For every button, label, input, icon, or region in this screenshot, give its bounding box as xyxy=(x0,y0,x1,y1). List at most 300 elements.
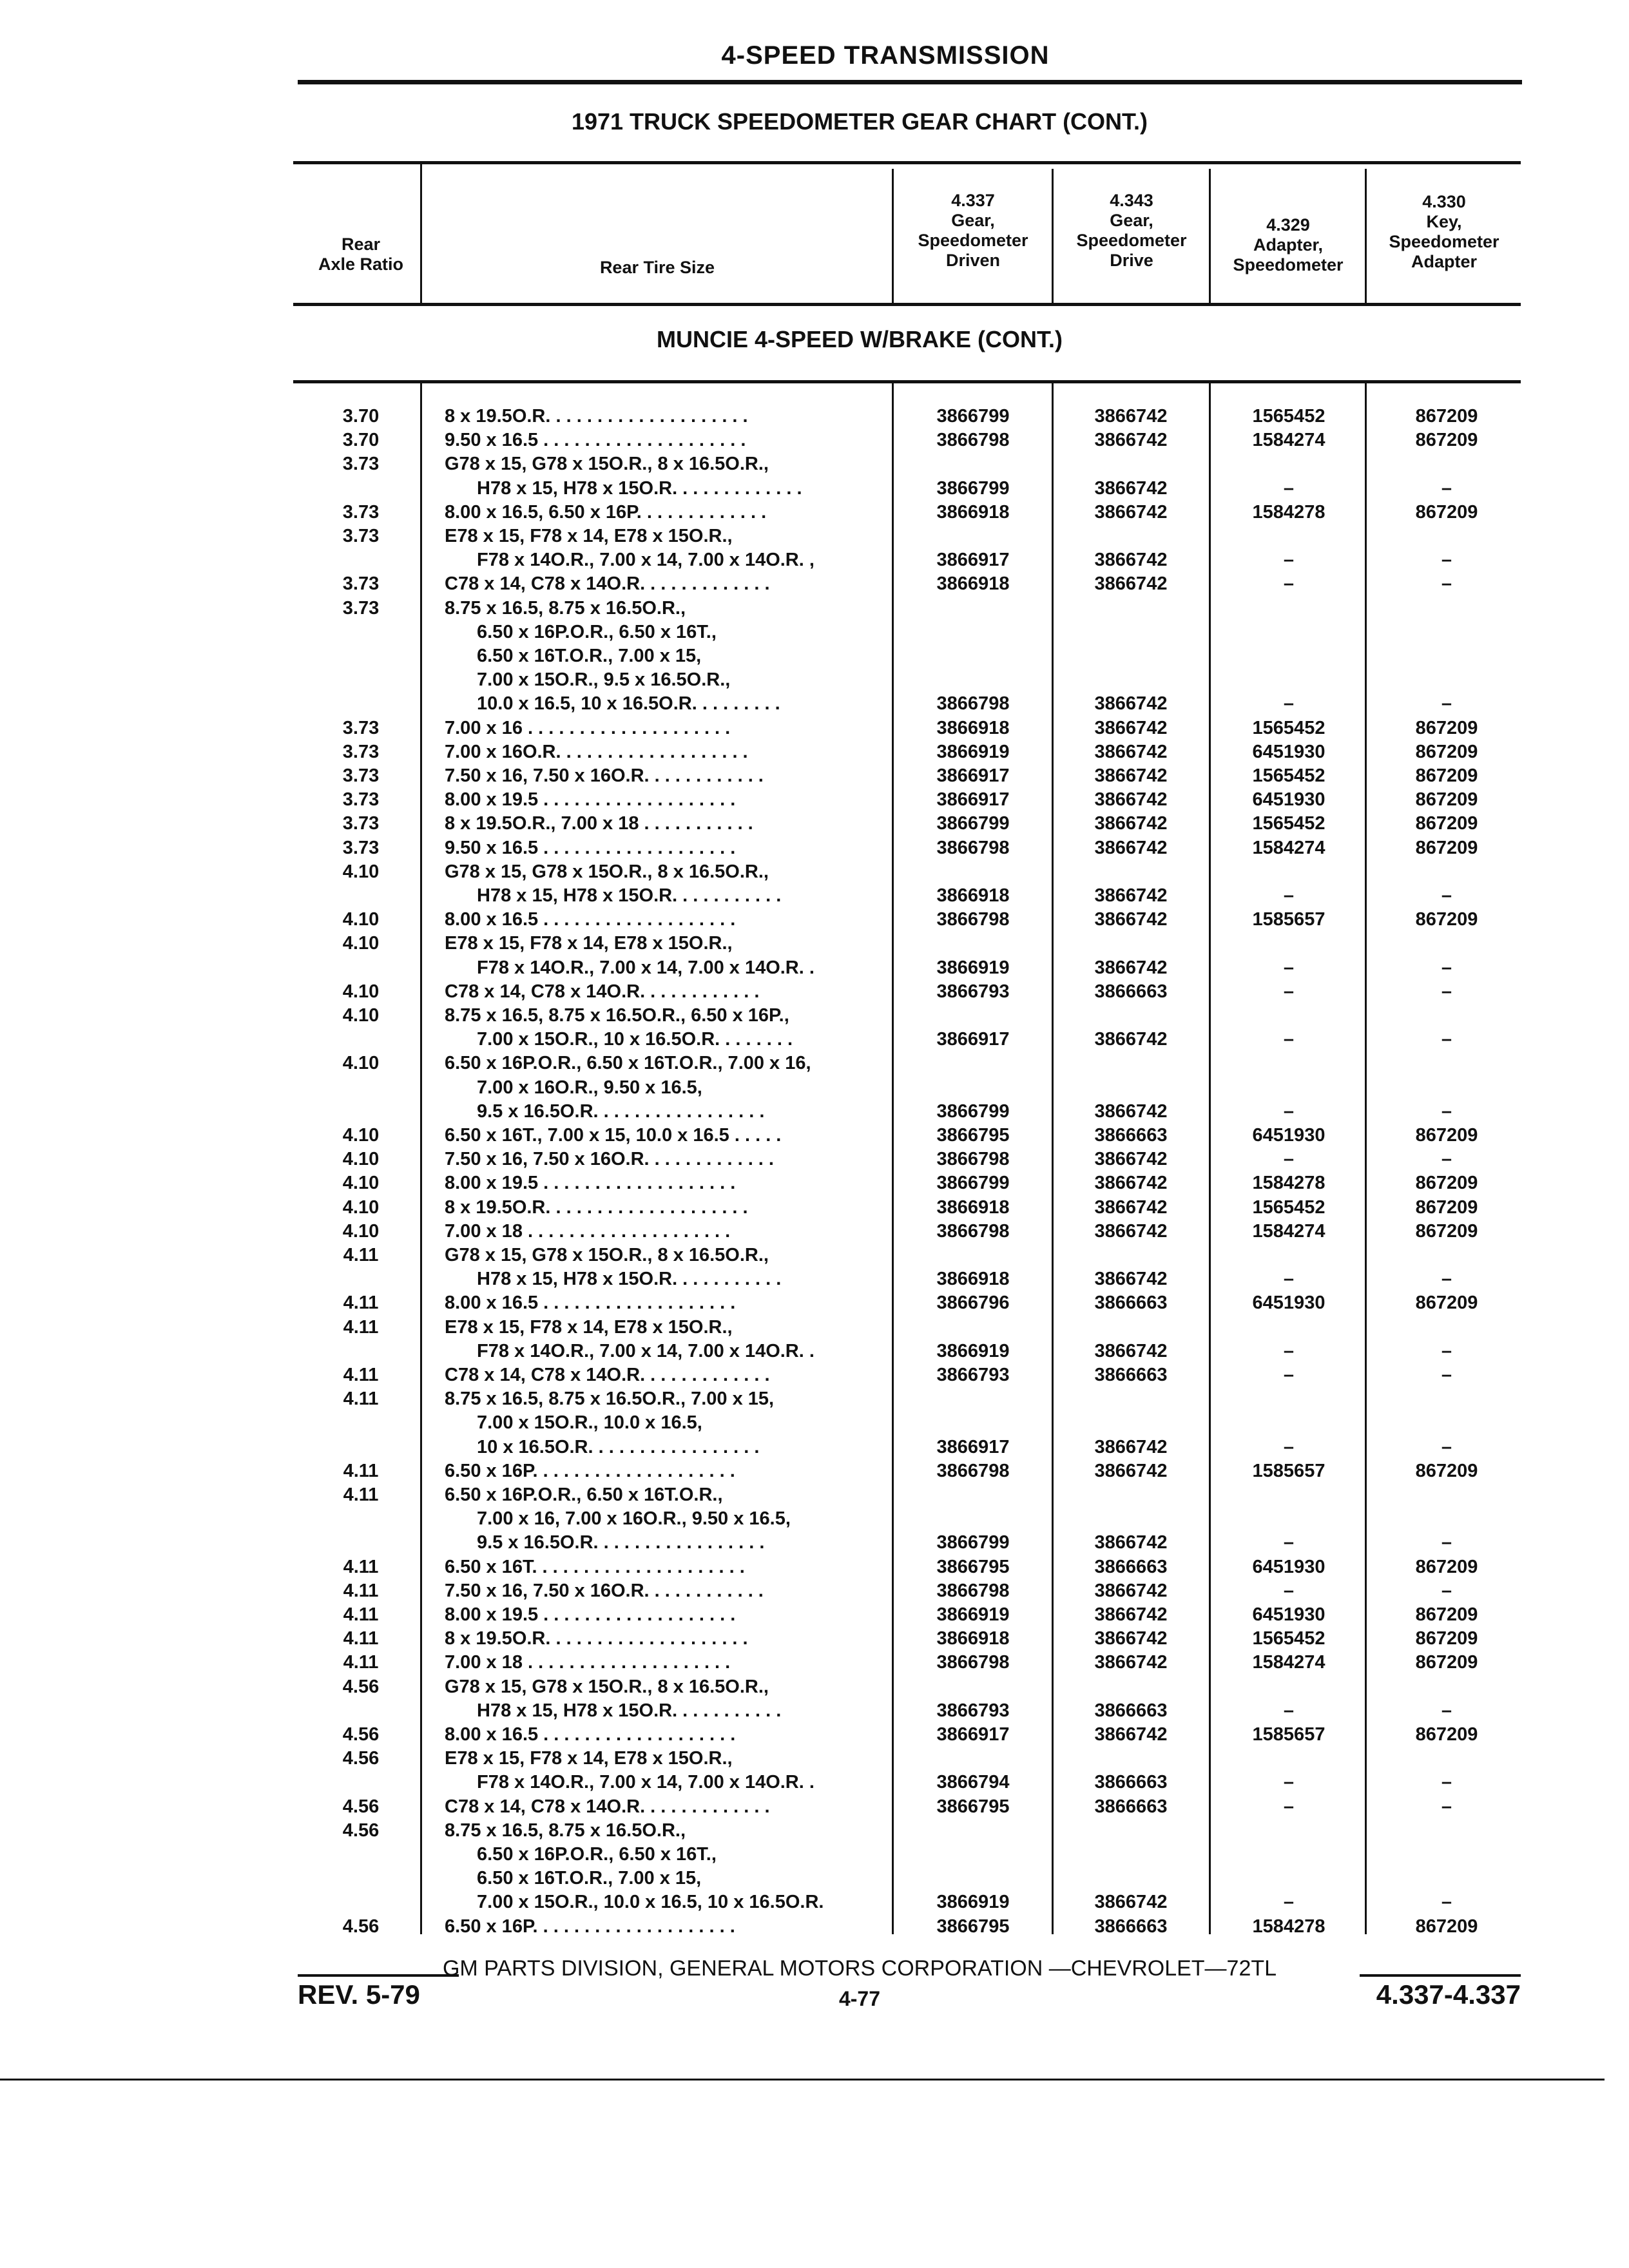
table-row xyxy=(0,1076,1629,1100)
rear-axle-ratio-cell: 4.11 xyxy=(343,1485,379,1505)
drive-gear-cell: 3866742 xyxy=(1094,1580,1168,1601)
rear-axle-ratio-cell: 3.73 xyxy=(342,717,380,738)
adapter-cell: – xyxy=(1283,1580,1295,1601)
table-row xyxy=(0,1483,1629,1507)
tire-size-cell: 8.00 x 16.5 . . . . . . . . . . . . . . . . . . . xyxy=(445,909,736,930)
adapter-cell: 1584278 xyxy=(1252,1916,1325,1937)
adapter-cell: 1584274 xyxy=(1252,1220,1325,1242)
table-row xyxy=(0,1196,1629,1220)
driven-gear-cell: 3866795 xyxy=(936,1916,1010,1937)
tire-size-cell: 7.00 x 15O.R., 9.5 x 16.5O.R., xyxy=(477,669,731,691)
key-adapter-cell: 867209 xyxy=(1415,501,1478,523)
key-adapter-cell: – xyxy=(1441,1436,1452,1457)
drive-gear-cell: 3866663 xyxy=(1094,1700,1168,1721)
drive-gear-cell: 3866663 xyxy=(1094,981,1168,1002)
table-row xyxy=(0,716,1629,740)
driven-gear-cell: 3866798 xyxy=(936,1460,1010,1481)
rear-axle-ratio-cell: 4.56 xyxy=(342,1820,380,1841)
key-adapter-cell: 867209 xyxy=(1415,430,1478,451)
key-adapter-cell: – xyxy=(1441,885,1452,906)
adapter-cell: 1565452 xyxy=(1252,406,1325,427)
rear-axle-ratio-cell: 4.11 xyxy=(343,1365,379,1385)
tire-size-cell: H78 x 15, H78 x 15O.R. . . . . . . . . . . xyxy=(477,1700,782,1721)
tire-size-cell: 6.50 x 16P.O.R., 6.50 x 16T.O.R., xyxy=(445,1485,723,1505)
tire-size-cell: 8.00 x 19.5 . . . . . . . . . . . . . . . . . . . xyxy=(445,789,736,811)
adapter-cell: – xyxy=(1283,573,1295,595)
driven-gear-cell: 3866919 xyxy=(936,741,1010,762)
tire-size-cell: 6.50 x 16T. . . . . . . . . . . . . . . . . . . . . xyxy=(445,1556,745,1577)
section-title: MUNCIE 4-SPEED W/BRAKE (CONT.) xyxy=(656,326,1063,352)
rear-axle-ratio-cell: 3.73 xyxy=(342,597,380,619)
rear-axle-ratio-cell: 4.10 xyxy=(342,909,380,930)
bottom-page-rule xyxy=(0,2079,1605,2081)
page-title: 4-SPEED TRANSMISSION xyxy=(721,41,1050,70)
tire-size-cell: 7.00 x 15O.R., 10.0 x 16.5, 10 x 16.5O.R. xyxy=(477,1892,824,1913)
rear-axle-ratio-cell: 4.11 xyxy=(343,1628,379,1649)
table-row xyxy=(0,908,1629,932)
table-row xyxy=(0,1028,1629,1052)
header-divider xyxy=(420,162,422,305)
driven-gear-cell: 3866795 xyxy=(936,1796,1010,1817)
tire-size-cell: 8.00 x 16.5 . . . . . . . . . . . . . . . . . . . xyxy=(445,1724,736,1745)
table-row xyxy=(0,1915,1629,1939)
rear-axle-ratio-cell: 4.56 xyxy=(342,1916,380,1937)
drive-gear-cell: 3866742 xyxy=(1094,1220,1168,1242)
header-gear-drive: 4.343 Gear, Speedometer Drive xyxy=(1076,191,1187,270)
table-row xyxy=(0,572,1629,596)
adapter-cell: 1585657 xyxy=(1252,1724,1325,1745)
tire-size-cell: 8.00 x 19.5 . . . . . . . . . . . . . . . . . . . xyxy=(445,1173,736,1194)
driven-gear-cell: 3866917 xyxy=(936,550,1010,571)
table-row xyxy=(0,644,1629,668)
drive-gear-cell: 3866742 xyxy=(1094,909,1168,930)
table-row xyxy=(0,812,1629,836)
tire-size-cell: 6.50 x 16P.O.R., 6.50 x 16T., xyxy=(477,621,717,642)
table-row xyxy=(0,1890,1629,1914)
table-row xyxy=(0,597,1629,620)
adapter-cell: 1584274 xyxy=(1252,430,1325,451)
tire-size-cell: F78 x 14O.R., 7.00 x 14, 7.00 x 14O.R. . xyxy=(477,1340,815,1361)
table-row xyxy=(0,980,1629,1004)
key-adapter-cell: 867209 xyxy=(1415,1220,1478,1242)
drive-gear-cell: 3866742 xyxy=(1094,1436,1168,1457)
adapter-cell: – xyxy=(1283,1772,1295,1793)
section-code: 4.337-4.337 xyxy=(1376,1979,1521,2010)
key-adapter-cell: – xyxy=(1441,573,1452,595)
drive-gear-cell: 3866663 xyxy=(1094,1556,1168,1577)
table-row xyxy=(0,1411,1629,1435)
driven-gear-cell: 3866917 xyxy=(936,1724,1010,1745)
adapter-cell: – xyxy=(1283,1269,1295,1290)
rear-axle-ratio-cell: 3.70 xyxy=(342,406,380,427)
tire-size-cell: C78 x 14, C78 x 14O.R. . . . . . . . . . . . . xyxy=(445,1365,770,1385)
adapter-cell: 1584278 xyxy=(1252,501,1325,523)
header-divider xyxy=(1209,169,1211,305)
driven-gear-cell: 3866799 xyxy=(936,1173,1010,1194)
table-row xyxy=(0,1747,1629,1771)
tire-size-cell: 10.0 x 16.5, 10 x 16.5O.R. . . . . . . . . xyxy=(477,693,780,715)
adapter-cell: 6451930 xyxy=(1252,1293,1325,1314)
rear-axle-ratio-cell: 4.11 xyxy=(343,1389,379,1410)
tire-size-cell: 6.50 x 16P.O.R., 6.50 x 16T., xyxy=(477,1844,717,1865)
adapter-cell: 1565452 xyxy=(1252,813,1325,834)
driven-gear-cell: 3866798 xyxy=(936,430,1010,451)
drive-gear-cell: 3866742 xyxy=(1094,1652,1168,1673)
key-adapter-cell: – xyxy=(1441,1532,1452,1553)
drive-gear-cell: 3866742 xyxy=(1094,501,1168,523)
adapter-cell: 6451930 xyxy=(1252,789,1325,811)
rear-axle-ratio-cell: 4.10 xyxy=(342,1173,380,1194)
rear-axle-ratio-cell: 3.70 xyxy=(342,430,380,451)
key-adapter-cell: – xyxy=(1441,1772,1452,1793)
drive-gear-cell: 3866663 xyxy=(1094,1293,1168,1314)
tire-size-cell: 8.75 x 16.5, 8.75 x 16.5O.R., xyxy=(445,597,686,619)
tire-size-cell: 7.00 x 15O.R., 10.0 x 16.5, xyxy=(477,1412,702,1434)
key-adapter-cell: – xyxy=(1441,550,1452,571)
drive-gear-cell: 3866742 xyxy=(1094,885,1168,906)
title-rule xyxy=(298,80,1522,84)
table-row xyxy=(0,1340,1629,1363)
drive-gear-cell: 3866742 xyxy=(1094,550,1168,571)
tire-size-cell: F78 x 14O.R., 7.00 x 14, 7.00 x 14O.R. , xyxy=(477,550,815,571)
rear-axle-ratio-cell: 3.73 xyxy=(342,573,380,595)
driven-gear-cell: 3866917 xyxy=(936,1436,1010,1457)
table-row xyxy=(0,1148,1629,1171)
key-adapter-cell: 867209 xyxy=(1415,1556,1478,1577)
key-adapter-cell: 867209 xyxy=(1415,1125,1478,1146)
key-adapter-cell: 867209 xyxy=(1415,1652,1478,1673)
key-adapter-cell: – xyxy=(1441,1340,1452,1361)
rear-axle-ratio-cell: 4.11 xyxy=(343,1580,379,1601)
table-row xyxy=(0,1291,1629,1315)
table-row xyxy=(0,932,1629,956)
table-row xyxy=(0,1819,1629,1843)
key-adapter-cell: – xyxy=(1441,1149,1452,1170)
tire-size-cell: G78 x 15, G78 x 15O.R., 8 x 16.5O.R., xyxy=(445,861,769,882)
tire-size-cell: 7.00 x 16 . . . . . . . . . . . . . . . . . . . . xyxy=(445,717,731,738)
table-row xyxy=(0,1459,1629,1483)
table-row xyxy=(0,548,1629,572)
header-divider xyxy=(1365,169,1367,305)
key-adapter-cell: 867209 xyxy=(1415,1293,1478,1314)
tire-size-cell: H78 x 15, H78 x 15O.R. . . . . . . . . . . xyxy=(477,885,782,906)
driven-gear-cell: 3866917 xyxy=(936,1029,1010,1050)
driven-gear-cell: 3866918 xyxy=(936,717,1010,738)
adapter-cell: 1585657 xyxy=(1252,1460,1325,1481)
table-row xyxy=(0,764,1629,788)
drive-gear-cell: 3866663 xyxy=(1094,1916,1168,1937)
key-adapter-cell: 867209 xyxy=(1415,909,1478,930)
adapter-cell: 1585657 xyxy=(1252,909,1325,930)
table-row xyxy=(0,501,1629,524)
table-row xyxy=(0,740,1629,764)
table-row xyxy=(0,1531,1629,1555)
rear-axle-ratio-cell: 4.11 xyxy=(343,1652,379,1673)
driven-gear-cell: 3866919 xyxy=(936,1892,1010,1913)
drive-gear-cell: 3866742 xyxy=(1094,957,1168,978)
driven-gear-cell: 3866794 xyxy=(936,1772,1010,1793)
rear-axle-ratio-cell: 4.56 xyxy=(342,1748,380,1769)
key-adapter-cell: 867209 xyxy=(1415,1604,1478,1625)
tire-size-cell: 8.00 x 19.5 . . . . . . . . . . . . . . . . . . . xyxy=(445,1604,736,1625)
tire-size-cell: H78 x 15, H78 x 15O.R. . . . . . . . . . . xyxy=(477,1269,782,1290)
adapter-cell: 1565452 xyxy=(1252,765,1325,786)
table-row xyxy=(0,405,1629,428)
drive-gear-cell: 3866742 xyxy=(1094,717,1168,738)
tire-size-cell: 6.50 x 16P. . . . . . . . . . . . . . . . . . . . xyxy=(445,1460,735,1481)
drive-gear-cell: 3866742 xyxy=(1094,1269,1168,1290)
driven-gear-cell: 3866799 xyxy=(936,813,1010,834)
driven-gear-cell: 3866918 xyxy=(936,1269,1010,1290)
table-row xyxy=(0,788,1629,812)
driven-gear-cell: 3866918 xyxy=(936,1628,1010,1649)
adapter-cell: – xyxy=(1283,981,1295,1002)
tire-size-cell: 7.00 x 18 . . . . . . . . . . . . . . . . . . . . xyxy=(445,1220,731,1242)
adapter-cell: – xyxy=(1283,1149,1295,1170)
rear-axle-ratio-cell: 3.73 xyxy=(342,789,380,811)
drive-gear-cell: 3866742 xyxy=(1094,1196,1168,1218)
adapter-cell: – xyxy=(1283,1340,1295,1361)
tire-size-cell: F78 x 14O.R., 7.00 x 14, 7.00 x 14O.R. . xyxy=(477,1772,815,1793)
drive-gear-cell: 3866742 xyxy=(1094,837,1168,858)
adapter-cell: 6451930 xyxy=(1252,1556,1325,1577)
rear-axle-ratio-cell: 4.56 xyxy=(342,1796,380,1817)
tire-size-cell: 8 x 19.5O.R. . . . . . . . . . . . . . . . . . . . xyxy=(445,406,748,427)
tire-size-cell: F78 x 14O.R., 7.00 x 14, 7.00 x 14O.R. . xyxy=(477,957,815,978)
tire-size-cell: 6.50 x 16P.O.R., 6.50 x 16T.O.R., 7.00 x 16, xyxy=(445,1053,811,1074)
key-adapter-cell: – xyxy=(1441,1100,1452,1122)
table-row xyxy=(0,1651,1629,1675)
drive-gear-cell: 3866742 xyxy=(1094,1460,1168,1481)
drive-gear-cell: 3866742 xyxy=(1094,1724,1168,1745)
adapter-cell: 1565452 xyxy=(1252,1628,1325,1649)
table-row xyxy=(0,1387,1629,1411)
chart-title: 1971 TRUCK SPEEDOMETER GEAR CHART (CONT.) xyxy=(571,108,1148,135)
adapter-cell: 1584278 xyxy=(1252,1173,1325,1194)
drive-gear-cell: 3866742 xyxy=(1094,1892,1168,1913)
key-adapter-cell: 867209 xyxy=(1415,813,1478,834)
key-adapter-cell: – xyxy=(1441,981,1452,1002)
drive-gear-cell: 3866663 xyxy=(1094,1125,1168,1146)
tire-size-cell: 8.00 x 16.5, 6.50 x 16P. . . . . . . . . . . . . xyxy=(445,501,767,523)
header-rear-tire-size: Rear Tire Size xyxy=(599,258,715,277)
adapter-cell: – xyxy=(1283,1029,1295,1050)
driven-gear-cell: 3866795 xyxy=(936,1556,1010,1577)
tire-size-cell: 7.00 x 16O.R., 9.50 x 16.5, xyxy=(477,1077,702,1098)
tire-size-cell: C78 x 14, C78 x 14O.R. . . . . . . . . . . . . xyxy=(445,1796,770,1817)
table-row xyxy=(0,1843,1629,1867)
tire-size-cell: 7.00 x 18 . . . . . . . . . . . . . . . . . . . . xyxy=(445,1652,731,1673)
drive-gear-cell: 3866663 xyxy=(1094,1796,1168,1817)
rear-axle-ratio-cell: 4.10 xyxy=(342,1005,380,1026)
drive-gear-cell: 3866742 xyxy=(1094,765,1168,786)
driven-gear-cell: 3866917 xyxy=(936,789,1010,811)
table-row xyxy=(0,1004,1629,1028)
driven-gear-cell: 3866793 xyxy=(936,1700,1010,1721)
key-adapter-cell: – xyxy=(1441,1365,1452,1385)
rear-axle-ratio-cell: 3.73 xyxy=(342,526,380,546)
tire-size-cell: 7.50 x 16, 7.50 x 16O.R. . . . . . . . . . . . . xyxy=(445,1149,774,1170)
tire-size-cell: 8.75 x 16.5, 8.75 x 16.5O.R., 6.50 x 16P., xyxy=(445,1005,789,1026)
tire-size-cell: 7.00 x 16O.R. . . . . . . . . . . . . . . . . . . xyxy=(445,741,748,762)
drive-gear-cell: 3866742 xyxy=(1094,813,1168,834)
tire-size-cell: E78 x 15, F78 x 14, E78 x 15O.R., xyxy=(445,1748,733,1769)
table-row xyxy=(0,1579,1629,1603)
rear-axle-ratio-cell: 4.56 xyxy=(342,1724,380,1745)
adapter-cell: 1584274 xyxy=(1252,1652,1325,1673)
key-adapter-cell: – xyxy=(1441,477,1452,499)
adapter-cell: – xyxy=(1283,1700,1295,1721)
page-number: 4-77 xyxy=(838,1987,881,2010)
drive-gear-cell: 3866742 xyxy=(1094,1100,1168,1122)
table-row xyxy=(0,1124,1629,1148)
driven-gear-cell: 3866918 xyxy=(936,1196,1010,1218)
header-gear-driven: 4.337 Gear, Speedometer Driven xyxy=(918,191,1028,270)
adapter-cell: 1565452 xyxy=(1252,1196,1325,1218)
table-row xyxy=(0,1171,1629,1195)
rear-axle-ratio-cell: 4.10 xyxy=(342,1196,380,1218)
footer-publisher: GM PARTS DIVISION, GENERAL MOTORS CORPORATION —CHEVROLET—72TL xyxy=(442,1956,1277,1981)
rear-axle-ratio-cell: 4.10 xyxy=(342,1220,380,1242)
header-key-adapter: 4.330 Key, Speedometer Adapter xyxy=(1389,192,1499,271)
driven-gear-cell: 3866918 xyxy=(936,573,1010,595)
drive-gear-cell: 3866663 xyxy=(1094,1772,1168,1793)
table-row xyxy=(0,1244,1629,1267)
key-adapter-cell: – xyxy=(1441,1892,1452,1913)
key-adapter-cell: – xyxy=(1441,1029,1452,1050)
key-adapter-cell: – xyxy=(1441,693,1452,715)
driven-gear-cell: 3866798 xyxy=(936,1149,1010,1170)
adapter-cell: – xyxy=(1283,885,1295,906)
drive-gear-cell: 3866742 xyxy=(1094,1532,1168,1553)
drive-gear-cell: 3866663 xyxy=(1094,1365,1168,1385)
adapter-cell: 6451930 xyxy=(1252,1604,1325,1625)
tire-size-cell: E78 x 15, F78 x 14, E78 x 15O.R., xyxy=(445,526,733,546)
table-row xyxy=(0,1603,1629,1627)
table-row xyxy=(0,1699,1629,1723)
header-top-rule xyxy=(293,161,1521,164)
revision-label: REV. 5-79 xyxy=(298,1979,420,2010)
table-row xyxy=(0,1220,1629,1244)
driven-gear-cell: 3866919 xyxy=(936,1340,1010,1361)
key-adapter-cell: – xyxy=(1441,1700,1452,1721)
tire-size-cell: 9.50 x 16.5 . . . . . . . . . . . . . . . . . . . xyxy=(445,837,736,858)
driven-gear-cell: 3866919 xyxy=(936,1604,1010,1625)
key-adapter-cell: 867209 xyxy=(1415,1628,1478,1649)
table-row xyxy=(0,668,1629,692)
header-adapter: 4.329 Adapter, Speedometer xyxy=(1233,215,1344,274)
header-rear-axle-ratio: Rear Axle Ratio xyxy=(318,235,404,274)
tire-size-cell: 8 x 19.5O.R., 7.00 x 18 . . . . . . . . . . . xyxy=(445,813,753,834)
driven-gear-cell: 3866798 xyxy=(936,1220,1010,1242)
tire-size-cell: 6.50 x 16P. . . . . . . . . . . . . . . . . . . . xyxy=(445,1916,735,1937)
adapter-cell: – xyxy=(1283,477,1295,499)
drive-gear-cell: 3866742 xyxy=(1094,741,1168,762)
rear-axle-ratio-cell: 3.73 xyxy=(342,765,380,786)
table-row xyxy=(0,452,1629,476)
drive-gear-cell: 3866742 xyxy=(1094,693,1168,715)
adapter-cell: – xyxy=(1283,550,1295,571)
driven-gear-cell: 3866918 xyxy=(936,885,1010,906)
key-adapter-cell: – xyxy=(1441,1796,1452,1817)
tire-size-cell: 8 x 19.5O.R. . . . . . . . . . . . . . . . . . . . xyxy=(445,1196,748,1218)
section-rule xyxy=(293,380,1521,383)
table-row xyxy=(0,477,1629,501)
tire-size-cell: G78 x 15, G78 x 15O.R., 8 x 16.5O.R., xyxy=(445,1676,769,1697)
table-row xyxy=(0,956,1629,980)
drive-gear-cell: 3866742 xyxy=(1094,1029,1168,1050)
tire-size-cell: 7.00 x 15O.R., 10 x 16.5O.R. . . . . . . . xyxy=(477,1029,793,1050)
table-row xyxy=(0,1363,1629,1387)
tire-size-cell: H78 x 15, H78 x 15O.R. . . . . . . . . . . . . xyxy=(477,477,802,499)
rear-axle-ratio-cell: 4.56 xyxy=(342,1676,380,1697)
tire-size-cell: 7.50 x 16, 7.50 x 16O.R. . . . . . . . . . . . xyxy=(445,765,764,786)
driven-gear-cell: 3866799 xyxy=(936,477,1010,499)
driven-gear-cell: 3866798 xyxy=(936,1652,1010,1673)
rear-axle-ratio-cell: 4.10 xyxy=(342,933,380,954)
key-adapter-cell: 867209 xyxy=(1415,765,1478,786)
rear-axle-ratio-cell: 4.11 xyxy=(343,1460,379,1481)
tire-size-cell: 7.50 x 16, 7.50 x 16O.R. . . . . . . . . . . . xyxy=(445,1580,764,1601)
rear-axle-ratio-cell: 3.73 xyxy=(342,741,380,762)
rear-axle-ratio-cell: 4.11 xyxy=(343,1604,379,1625)
drive-gear-cell: 3866742 xyxy=(1094,477,1168,499)
driven-gear-cell: 3866798 xyxy=(936,1580,1010,1601)
adapter-cell: – xyxy=(1283,1532,1295,1553)
header-divider xyxy=(1052,169,1054,305)
drive-gear-cell: 3866742 xyxy=(1094,1173,1168,1194)
tire-size-cell: 9.50 x 16.5 . . . . . . . . . . . . . . . . . . . . xyxy=(445,430,746,451)
driven-gear-cell: 3866798 xyxy=(936,693,1010,715)
header-bottom-rule xyxy=(293,303,1521,306)
key-adapter-cell: – xyxy=(1441,1269,1452,1290)
table-row xyxy=(0,1052,1629,1075)
drive-gear-cell: 3866742 xyxy=(1094,789,1168,811)
adapter-cell: – xyxy=(1283,1892,1295,1913)
table-row xyxy=(0,620,1629,644)
adapter-cell: – xyxy=(1283,1365,1295,1385)
rear-axle-ratio-cell: 4.11 xyxy=(343,1556,379,1577)
rear-axle-ratio-cell: 3.73 xyxy=(342,813,380,834)
tire-size-cell: C78 x 14, C78 x 14O.R. . . . . . . . . . . . xyxy=(445,981,760,1002)
key-adapter-cell: 867209 xyxy=(1415,1173,1478,1194)
driven-gear-cell: 3866798 xyxy=(936,837,1010,858)
tire-size-cell: 8.75 x 16.5, 8.75 x 16.5O.R., xyxy=(445,1820,686,1841)
table-row xyxy=(0,860,1629,884)
adapter-cell: – xyxy=(1283,1796,1295,1817)
tire-size-cell: 8.00 x 16.5 . . . . . . . . . . . . . . . . . . . xyxy=(445,1293,736,1314)
tire-size-cell: 8 x 19.5O.R. . . . . . . . . . . . . . . . . . . . xyxy=(445,1628,748,1649)
table-row xyxy=(0,1675,1629,1699)
rear-axle-ratio-cell: 3.73 xyxy=(342,501,380,523)
driven-gear-cell: 3866793 xyxy=(936,1365,1010,1385)
key-adapter-cell: 867209 xyxy=(1415,1196,1478,1218)
driven-gear-cell: 3866918 xyxy=(936,501,1010,523)
key-adapter-cell: – xyxy=(1441,1580,1452,1601)
table-row xyxy=(0,1723,1629,1747)
table-row xyxy=(0,524,1629,548)
tire-size-cell: 6.50 x 16T.O.R., 7.00 x 15, xyxy=(477,646,702,666)
rear-axle-ratio-cell: 4.10 xyxy=(342,1053,380,1074)
key-adapter-cell: 867209 xyxy=(1415,837,1478,858)
tire-size-cell: E78 x 15, F78 x 14, E78 x 15O.R., xyxy=(445,1316,733,1338)
table-row xyxy=(0,1507,1629,1531)
tire-size-cell: 6.50 x 16T.O.R., 7.00 x 15, xyxy=(477,1868,702,1889)
key-adapter-cell: 867209 xyxy=(1415,1724,1478,1745)
adapter-cell: – xyxy=(1283,1436,1295,1457)
key-adapter-cell: 867209 xyxy=(1415,406,1478,427)
adapter-cell: 1565452 xyxy=(1252,717,1325,738)
